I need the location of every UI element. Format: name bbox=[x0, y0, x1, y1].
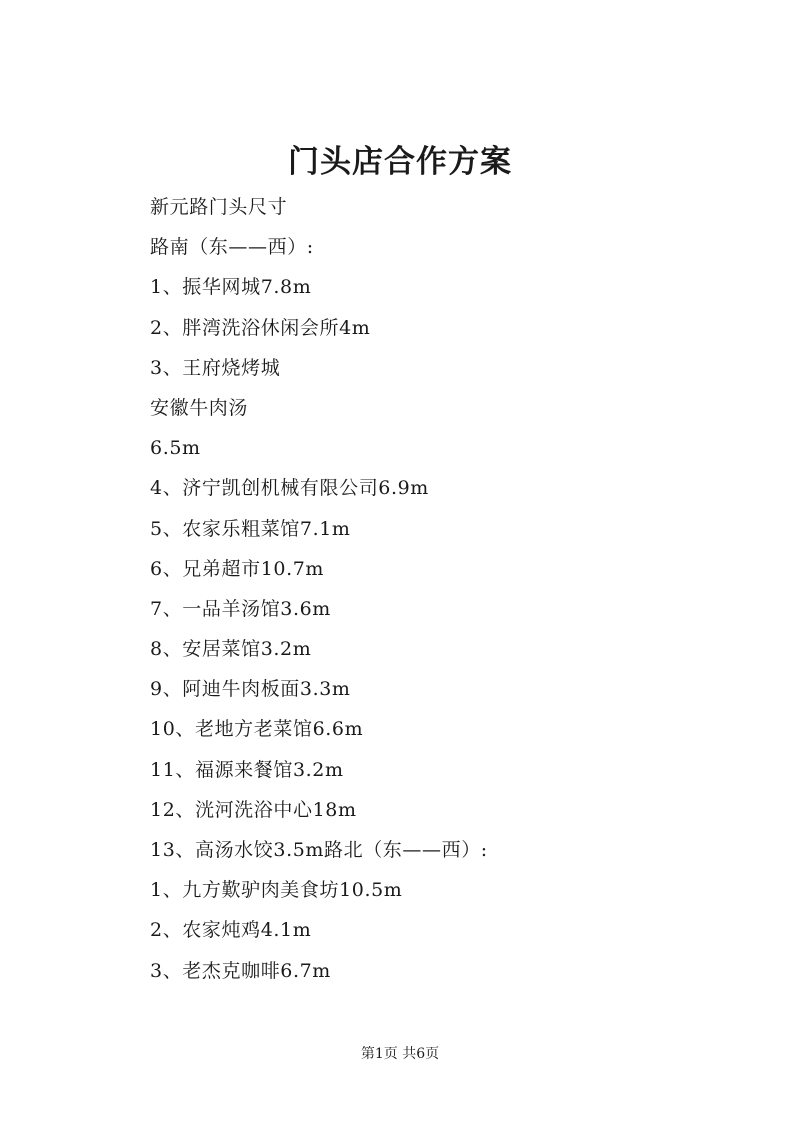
body-line: 10、老地方老菜馆6.6m bbox=[150, 718, 364, 741]
body-line: 6.5m bbox=[150, 437, 201, 460]
body-line: 新元路门头尺寸 bbox=[150, 196, 288, 218]
body-line: 6、兄弟超市10.7m bbox=[150, 557, 325, 580]
body-line: 路南（东——西）: bbox=[150, 236, 314, 259]
body-line: 11、福源来餐馆3.2m bbox=[150, 758, 344, 781]
body-line: 2、农家炖鸡4.1m bbox=[150, 919, 312, 942]
body-line: 12、洸河洗浴中心18m bbox=[150, 798, 357, 821]
body-line: 3、老杰克咖啡6.7m bbox=[150, 959, 331, 982]
document-title: 门头店合作方案 bbox=[288, 144, 512, 180]
body-line: 安徽牛肉汤 bbox=[150, 396, 249, 419]
body-line: 13、高汤水饺3.5m路北（东——西）: bbox=[150, 839, 488, 861]
body-line: 3、王府烧烤城 bbox=[150, 356, 281, 379]
body-line: 7、一品羊汤馆3.6m bbox=[150, 597, 331, 620]
body-line: 2、胖湾洗浴休闲会所4m bbox=[150, 316, 371, 339]
body-line: 1、九方歎驴肉美食坊10.5m bbox=[150, 879, 403, 902]
body-line: 5、农家乐粗菜馆7.1m bbox=[150, 517, 351, 540]
body-line: 8、安居菜馆3.2m bbox=[150, 638, 312, 661]
page-footer: 第1页 共6页 bbox=[360, 1046, 440, 1062]
body-line: 4、济宁凯创机械有限公司6.9m bbox=[150, 477, 429, 500]
body-line: 9、阿迪牛肉板面3.3m bbox=[150, 678, 351, 701]
document-body bbox=[150, 187, 710, 991]
body-line: 1、振华网城7.8m bbox=[150, 276, 312, 299]
